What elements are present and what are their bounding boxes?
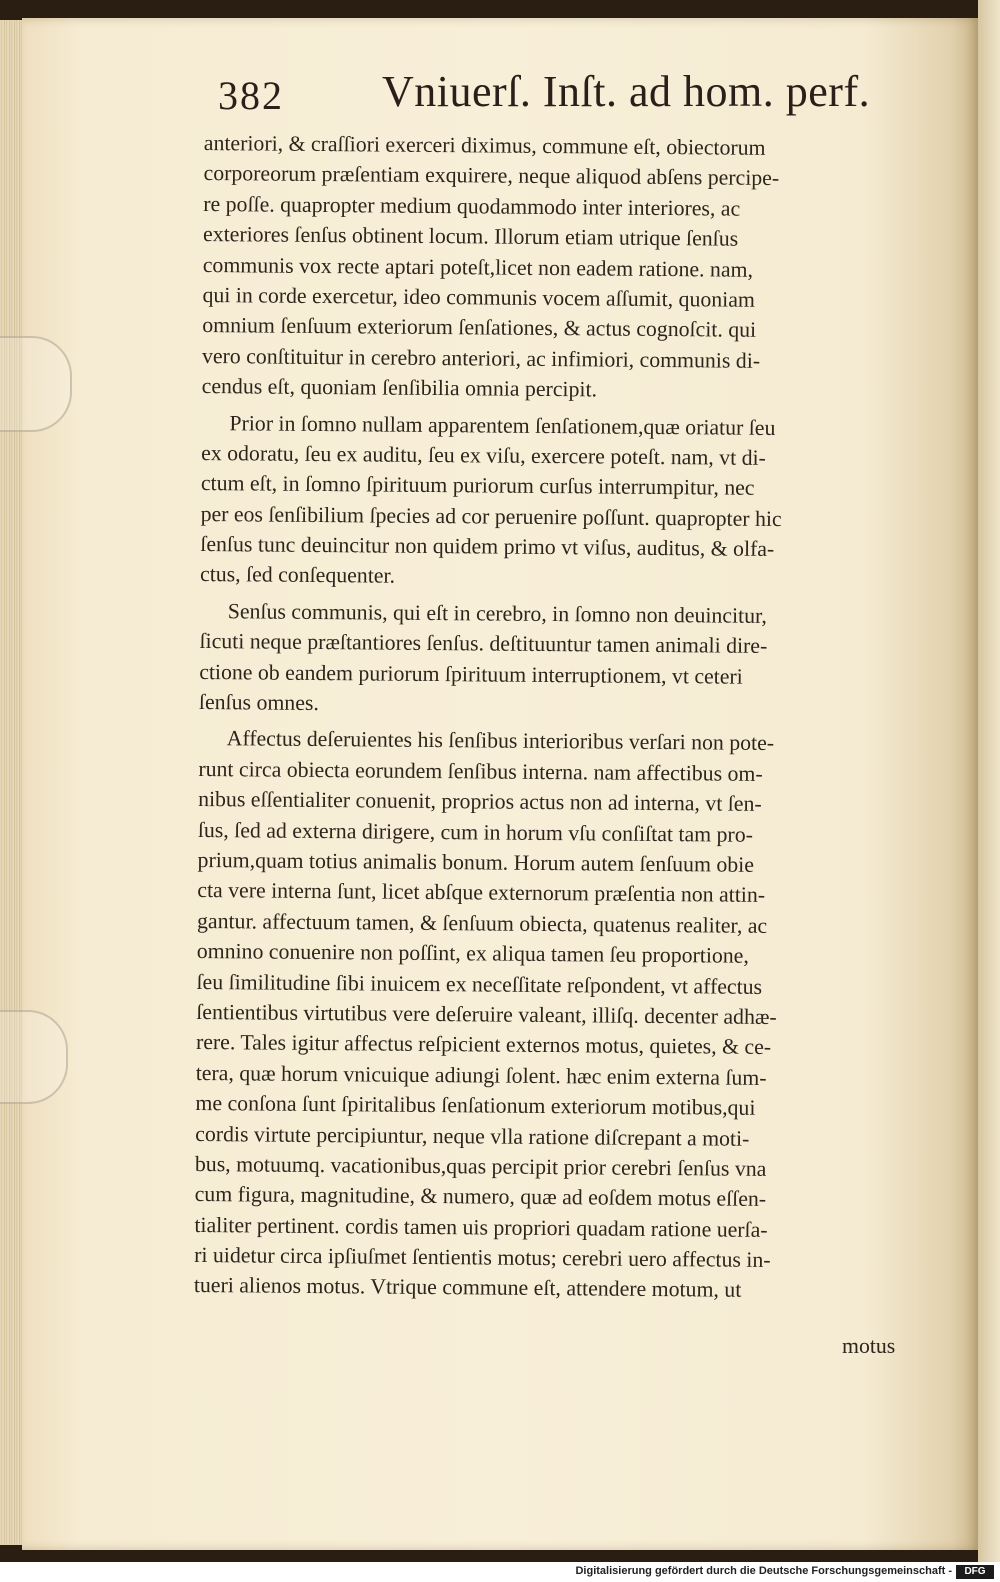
text-line: ſentientibus virtutibus vere deſeruire valeant, illiſq. decenter adhæ- <box>196 999 777 1029</box>
text-line: cendus eſt, quoniam ſenſibilia omnia percipit. <box>201 374 598 402</box>
text-line: corporeorum præſentiam exquirere, neque aliquod abſens percipe- <box>203 161 780 191</box>
text-line: ſenſus tunc deuincitur non quidem primo vt viſus, auditus, & olfa- <box>200 532 775 562</box>
text-line: vero conſtituitur in cerebro anteriori, ac infimiori, communis di- <box>201 343 761 373</box>
text-line: ctus, ſed conſequenter. <box>199 562 396 589</box>
text-line: tera, quæ horum vnicuique adiungi ſolent. hæc enim externa ſum- <box>195 1060 767 1090</box>
text-line: omnino conuenire non poſſint, ex aliqua tamen ſeu proportione, <box>196 939 749 968</box>
text-line: ctum eſt, in ſomno ſpirituum puriorum curſus interrumpitur, nec <box>200 471 755 501</box>
page-header <box>196 66 871 136</box>
running-title: Vniuerſ. Inſt. ad hom. perf. <box>382 67 871 116</box>
text-line: bus, motuumq. vacationibus,quas percipit prior cerebri ſenſus vna <box>194 1151 767 1181</box>
paragraph <box>202 128 952 408</box>
text-line: runt circa obiecta eorundem ſenſibus interna. nam affectibus om- <box>198 756 763 786</box>
text-line: nibus eſſentialiter conuenit, proprios actus non ad interna, vt ſen- <box>198 787 762 817</box>
text-line: cordis virtute percipiuntur, neque vlla ratione diſcrepant a moti- <box>195 1121 750 1151</box>
text-line: tueri alienos motus. Vtrique commune eſt, attendere motum, ut <box>193 1273 742 1303</box>
text-line: ſus, ſed ad externa dirigere, cum in horum vſu conſiſtat tam pro- <box>197 817 754 847</box>
text-line: prium,quam totius animalis bonum. Horum autem ſenſuum obie <box>197 847 755 877</box>
text-line: Prior in ſomno nullam apparentem ſenſationem,quæ oriatur ſeu <box>229 410 776 440</box>
text-line: Senſus communis, qui eſt in cerebro, in ſomno non deuincitur, <box>227 599 767 628</box>
text-line: cum figura, magnitudine, & numero, quæ ad eoſdem motus eſſen- <box>194 1182 767 1212</box>
page-clip-top <box>0 336 72 432</box>
text-line: ſeu ſimilitudine ſibi inuicem ex neceſſitate reſpondent, vt affectus <box>196 969 763 999</box>
facing-page-edge <box>978 0 1000 1562</box>
text-line: per eos ſenſibilium ſpecies ad cor peruenire poſſunt. quapropter hic <box>200 501 782 531</box>
text-line: ſenſus omnes. <box>198 690 319 716</box>
text-line: communis vox recte aptari poteſt,licet non eadem ratione. nam, <box>202 252 754 282</box>
text-line: gantur. affectuum tamen, & ſenſuum obiecta, quatenus realiter, ac <box>196 908 768 938</box>
catchword: motus <box>842 1334 896 1358</box>
text-line: ſicuti neque præſtantiores ſenſus. deſtituuntur tamen animali dire- <box>199 629 768 659</box>
page-clip-bottom <box>0 1010 68 1104</box>
text-line: exteriores ſenſus obtinent locum. Illorum etiam utrique ſenſus <box>202 222 739 251</box>
body-text <box>194 128 952 1307</box>
text-line: rere. Tales igitur affectus reſpicient externos motus, quietes, & ce- <box>195 1030 772 1060</box>
paragraph <box>200 408 950 597</box>
text-line: ri uidetur circa ipſiuſmet ſentientis motus; cerebri uero affectus in- <box>194 1243 771 1273</box>
text-line: tialiter pertinent. cordis tamen uis propriori quadam ratione uerſa- <box>194 1212 768 1242</box>
text-line: ctione ob eandem puriorum ſpirituum interruptionem, vt ceteri <box>199 659 743 689</box>
text-line: qui in corde exercetur, ideo communis vocem aſſumit, quoniam <box>202 282 756 312</box>
text-line: ex odoratu, ſeu ex auditu, ſeu ex viſu, exercere poteſt. nam, vt di- <box>201 440 766 470</box>
text-line: omnium ſenſuum exteriorum ſenſationes, & actus cognoſcit. qui <box>202 313 757 343</box>
page-number: 382 <box>218 73 284 118</box>
dfg-logo: DFG <box>956 1565 994 1579</box>
text-line: cta vere interna ſunt, licet abſque externorum præſentia non attin- <box>197 878 766 908</box>
text-line: me conſona ſunt ſpiritalibus ſenſationum exteriorum motibus,qui <box>195 1091 756 1120</box>
paragraph <box>199 596 948 724</box>
text-line: anteriori, & craſſiori exerceri diximus, commune eſt, obiectorum <box>203 130 766 160</box>
text-line: re poſſe. quapropter medium quodammodo inter interiores, ac <box>203 191 741 221</box>
funding-credit: Digitalisierung gefördert durch die Deutsche Forschungsgemeinschaft - <box>575 1565 952 1577</box>
text-line: Affectus deſeruientes his ſenſibus interioribus verſari non pote- <box>226 726 775 756</box>
digitization-footer <box>0 1562 1000 1582</box>
paragraph <box>194 723 947 1307</box>
